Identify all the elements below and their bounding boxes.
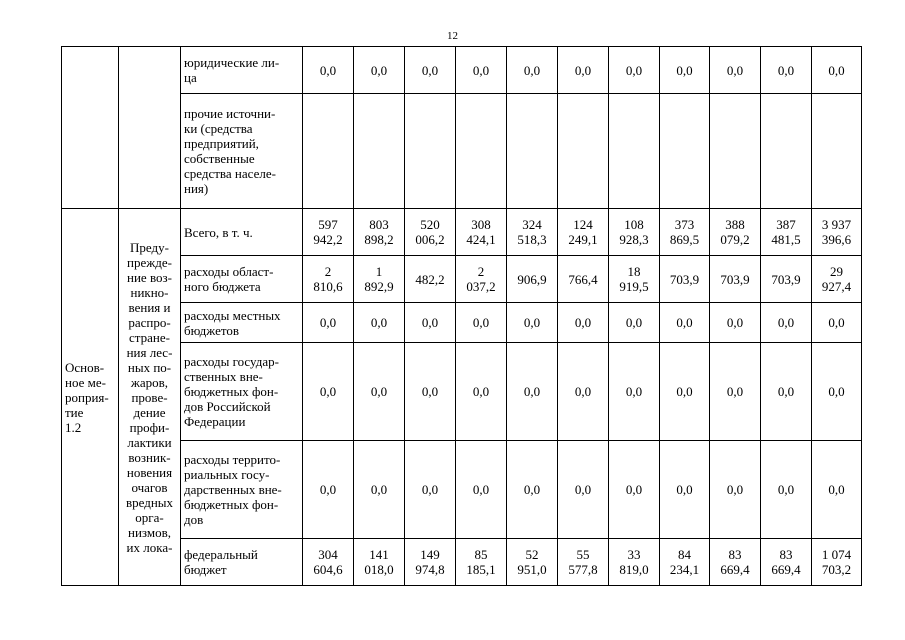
value-cell: 2 037,2 (456, 256, 507, 303)
table-row (62, 539, 862, 586)
value-cell: 0,0 (354, 441, 405, 539)
value-cell: 0,0 (456, 343, 507, 441)
value-cell: 0,0 (710, 343, 761, 441)
value-cell: 1 892,9 (354, 256, 405, 303)
table-row (62, 343, 862, 441)
value-cell: 0,0 (456, 47, 507, 94)
value-cell: 3 937 396,6 (812, 209, 862, 256)
value-cell (354, 94, 405, 209)
value-cell: 0,0 (303, 303, 354, 343)
value-cell: 0,0 (761, 441, 812, 539)
value-cell: 388 079,2 (710, 209, 761, 256)
value-cell (710, 94, 761, 209)
table-row (62, 94, 862, 209)
empty-cell (119, 47, 181, 209)
value-cell: 29 927,4 (812, 256, 862, 303)
value-cell: 803 898,2 (354, 209, 405, 256)
value-cell: 520 006,2 (405, 209, 456, 256)
value-cell: 0,0 (710, 47, 761, 94)
value-cell: 308 424,1 (456, 209, 507, 256)
funding-source-label: прочие источни- ки (средства предприятий, собственные средства населе- ния) (181, 94, 303, 209)
value-cell: 0,0 (812, 47, 862, 94)
value-cell: 304 604,6 (303, 539, 354, 586)
value-cell: 0,0 (507, 343, 558, 441)
funding-source-label: федеральный бюджет (181, 539, 303, 586)
value-cell: 0,0 (405, 343, 456, 441)
value-cell: 83 669,4 (761, 539, 812, 586)
funding-source-label: расходы област- ного бюджета (181, 256, 303, 303)
value-cell: 0,0 (761, 343, 812, 441)
value-cell: 83 669,4 (710, 539, 761, 586)
funding-source-label: расходы местных бюджетов (181, 303, 303, 343)
value-cell (303, 94, 354, 209)
value-cell: 0,0 (558, 303, 609, 343)
value-cell: 0,0 (710, 303, 761, 343)
value-cell: 0,0 (558, 47, 609, 94)
table-row (62, 209, 862, 256)
value-cell (456, 94, 507, 209)
value-cell: 0,0 (812, 441, 862, 539)
value-cell: 84 234,1 (660, 539, 710, 586)
funding-source-label: расходы государ- ственных вне- бюджетных фон- дов Российской Федерации (181, 343, 303, 441)
value-cell: 141 018,0 (354, 539, 405, 586)
value-cell: 373 869,5 (660, 209, 710, 256)
value-cell (609, 94, 660, 209)
value-cell: 0,0 (405, 47, 456, 94)
value-cell: 0,0 (507, 303, 558, 343)
value-cell: 0,0 (303, 441, 354, 539)
value-cell: 0,0 (354, 47, 405, 94)
value-cell: 124 249,1 (558, 209, 609, 256)
value-cell: 597 942,2 (303, 209, 354, 256)
value-cell: 0,0 (558, 343, 609, 441)
value-cell: 0,0 (303, 47, 354, 94)
value-cell: 0,0 (507, 441, 558, 539)
value-cell: 0,0 (761, 47, 812, 94)
value-cell: 0,0 (405, 303, 456, 343)
value-cell: 85 185,1 (456, 539, 507, 586)
value-cell: 0,0 (609, 441, 660, 539)
value-cell: 0,0 (558, 441, 609, 539)
value-cell: 703,9 (660, 256, 710, 303)
value-cell (558, 94, 609, 209)
value-cell: 0,0 (812, 343, 862, 441)
value-cell: 18 919,5 (609, 256, 660, 303)
empty-cell (62, 47, 119, 209)
value-cell: 33 819,0 (609, 539, 660, 586)
value-cell: 324 518,3 (507, 209, 558, 256)
value-cell: 55 577,8 (558, 539, 609, 586)
value-cell: 0,0 (405, 441, 456, 539)
value-cell: 0,0 (812, 303, 862, 343)
value-cell (507, 94, 558, 209)
value-cell (761, 94, 812, 209)
activity-name-cell: Преду- прежде- ние воз- никно- вения и распро- стране- ния лес- ных по- жаров, прове- дение профи- лактики возник- новения очагов вредных орга- низмов, их лока- (119, 209, 181, 586)
table-row (62, 303, 862, 343)
value-cell: 906,9 (507, 256, 558, 303)
value-cell: 0,0 (609, 47, 660, 94)
value-cell: 52 951,0 (507, 539, 558, 586)
value-cell: 0,0 (507, 47, 558, 94)
value-cell (660, 94, 710, 209)
funding-source-label: Всего, в т. ч. (181, 209, 303, 256)
table-row (62, 441, 862, 539)
value-cell: 0,0 (710, 441, 761, 539)
value-cell: 149 974,8 (405, 539, 456, 586)
page-number: 12 (447, 30, 458, 42)
value-cell: 1 074 703,2 (812, 539, 862, 586)
value-cell: 0,0 (761, 303, 812, 343)
value-cell: 703,9 (710, 256, 761, 303)
budget-table (61, 46, 862, 586)
table-row (62, 47, 862, 94)
funding-source-label: расходы террито- риальных госу- дарственных вне- бюджетных фон- дов (181, 441, 303, 539)
value-cell: 0,0 (660, 47, 710, 94)
value-cell (812, 94, 862, 209)
value-cell: 0,0 (456, 303, 507, 343)
funding-source-label: юридические ли- ца (181, 47, 303, 94)
value-cell: 0,0 (660, 303, 710, 343)
value-cell: 0,0 (303, 343, 354, 441)
value-cell: 482,2 (405, 256, 456, 303)
value-cell: 766,4 (558, 256, 609, 303)
value-cell: 0,0 (456, 441, 507, 539)
activity-code-cell: Основ- ное ме- роприя- тие 1.2 (62, 209, 119, 586)
value-cell: 108 928,3 (609, 209, 660, 256)
value-cell: 387 481,5 (761, 209, 812, 256)
value-cell: 0,0 (660, 441, 710, 539)
value-cell: 2 810,6 (303, 256, 354, 303)
value-cell: 703,9 (761, 256, 812, 303)
value-cell: 0,0 (354, 343, 405, 441)
value-cell: 0,0 (609, 343, 660, 441)
table-row (62, 256, 862, 303)
value-cell (405, 94, 456, 209)
value-cell: 0,0 (354, 303, 405, 343)
value-cell: 0,0 (609, 303, 660, 343)
value-cell: 0,0 (660, 343, 710, 441)
